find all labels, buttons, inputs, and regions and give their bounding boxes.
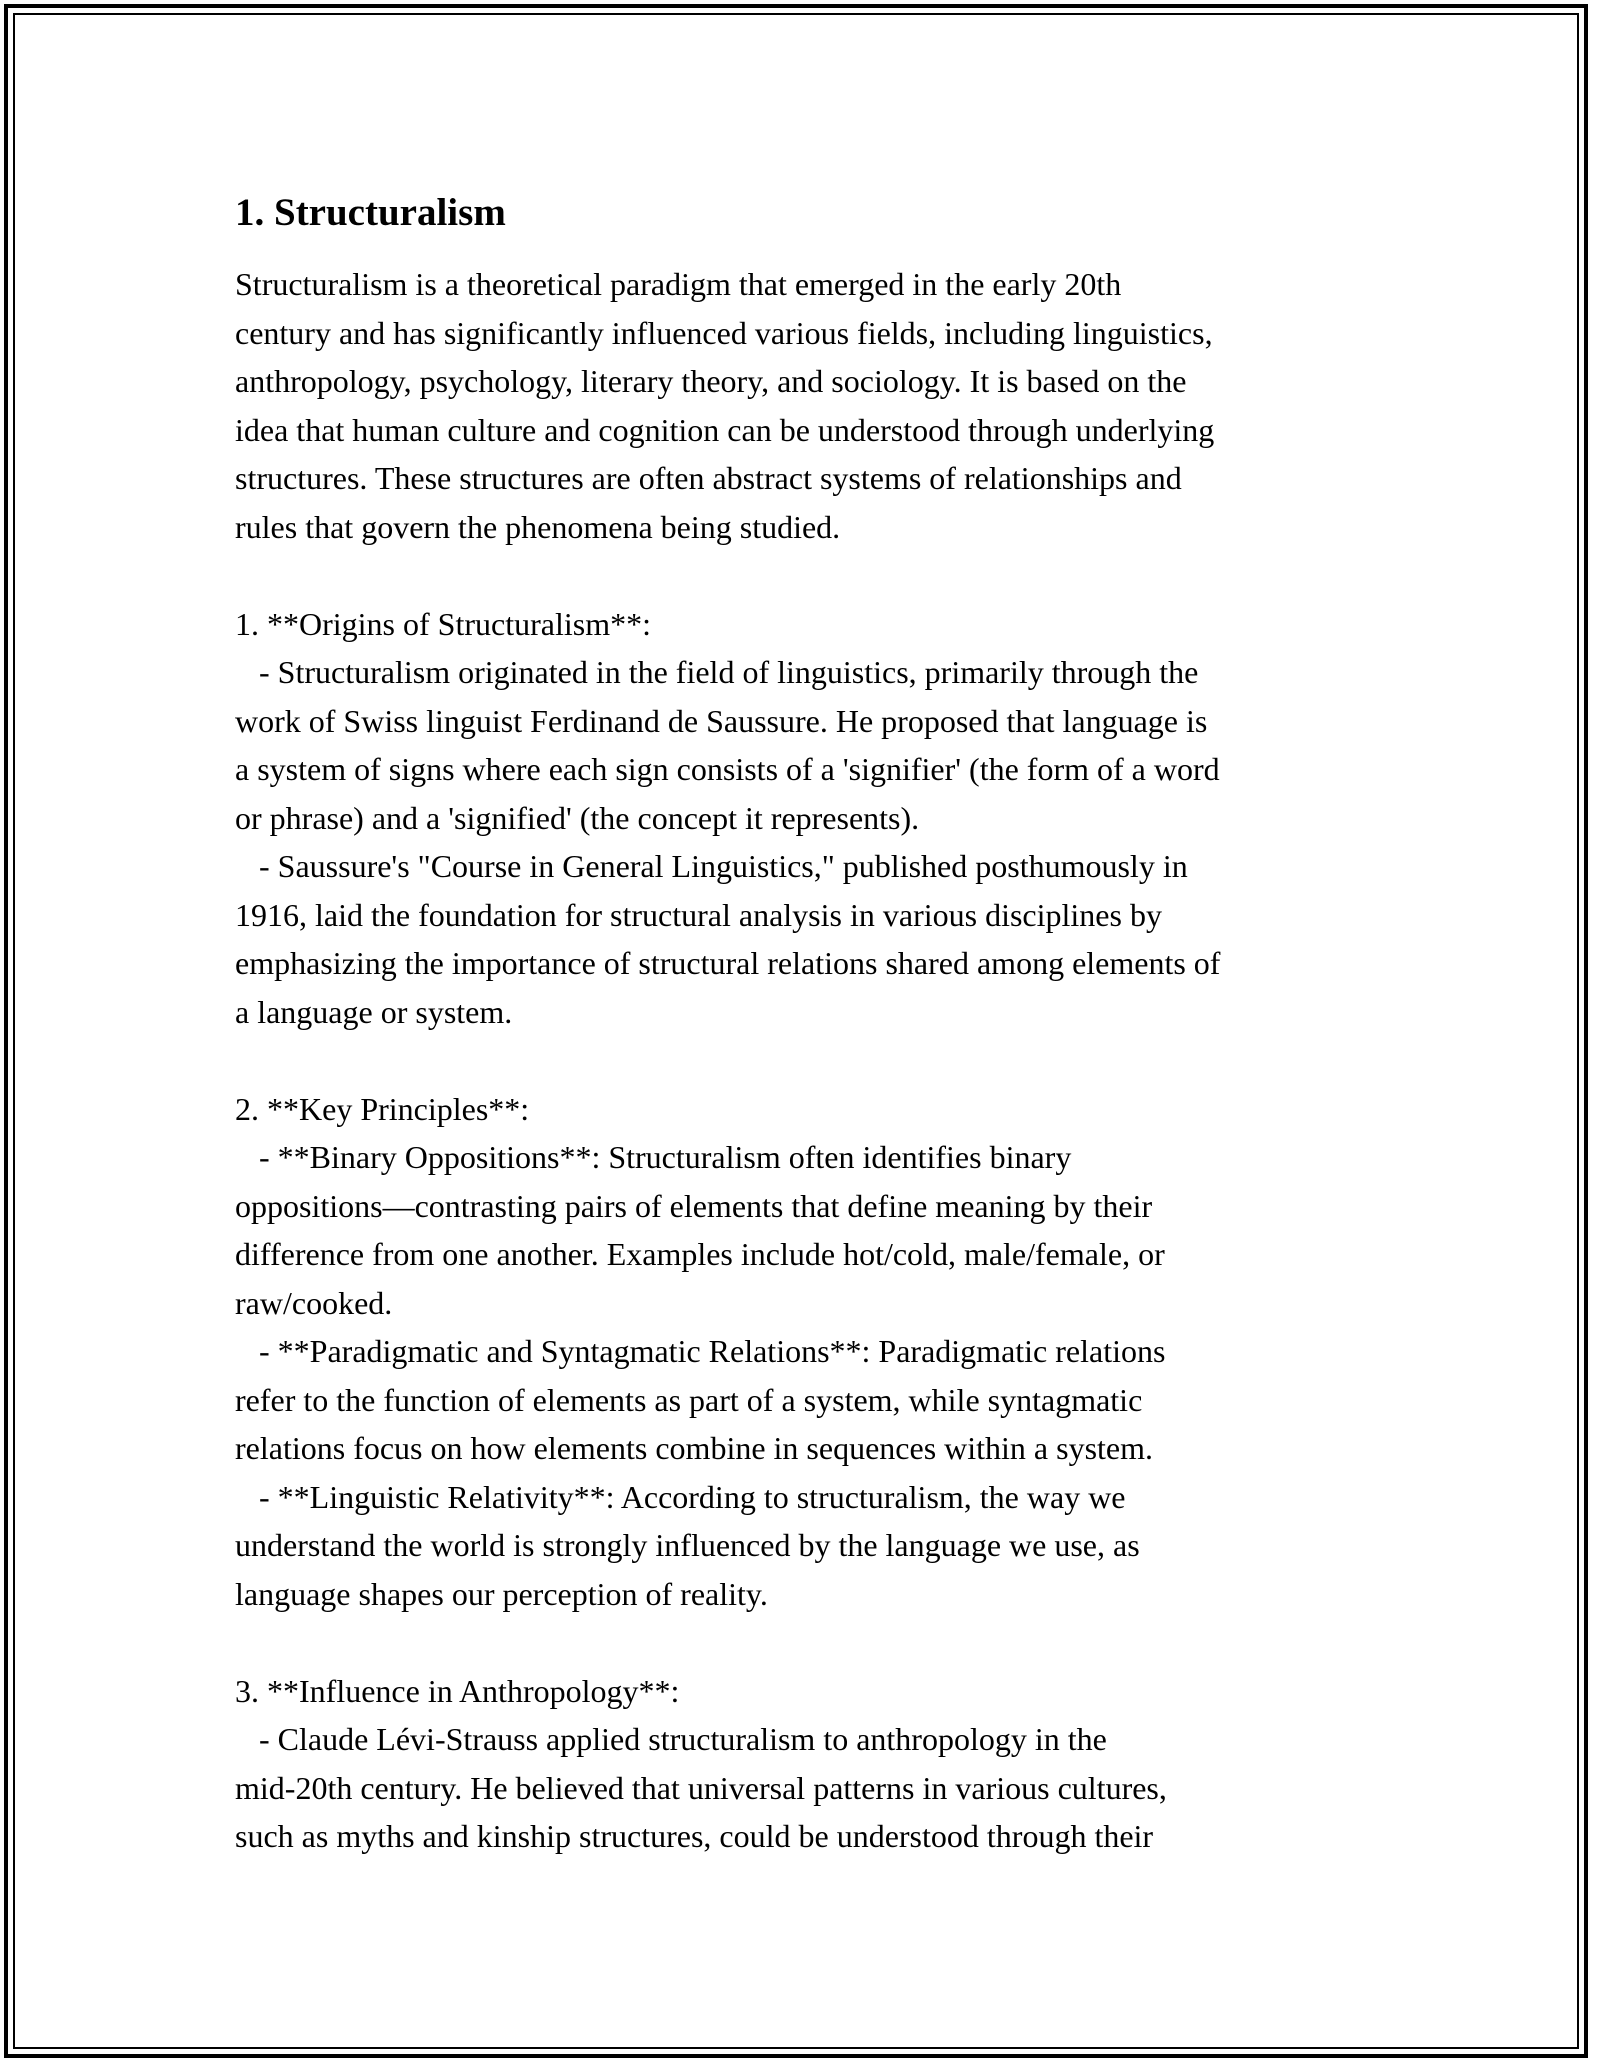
text-line: 1916, laid the foundation for structural analysis in various disciplines by [235,896,1162,933]
text-line: - Structuralism originated in the field of linguistics, primarily through the [235,654,1199,690]
text-line: 2. **Key Principles**: [235,1090,530,1127]
text-line: 1. **Origins of Structuralism**: [235,605,651,642]
section-heading: 1. Structuralism [235,191,506,234]
text-line: emphasizing the importance of structural relations shared among elements of [235,945,1221,981]
text-line: Structuralism is a theoretical paradigm that emerged in the early 20th [235,266,1122,302]
text-line: mid-20th century. He believed that universal patterns in various cultures, [235,1769,1167,1806]
text-line: - Claude Lévi-Strauss applied structuralism to anthropology in the [235,1721,1107,1757]
text-line: understand the world is strongly influenced by the language we use, as [235,1527,1140,1563]
text-line: raw/cooked. [235,1284,393,1321]
text-line [235,1618,1385,1667]
text-line: refer to the function of elements as part of a system, while syntagmatic [235,1381,1143,1418]
text-line: - Saussure's "Course in General Linguistics," published posthumously in [235,848,1188,884]
document-text [235,260,1385,1861]
text-line: idea that human culture and cognition can be understood through underlying [235,411,1215,448]
text-line: - **Binary Oppositions**: Structuralism often identifies binary [235,1139,1072,1175]
text-line: - **Linguistic Relativity**: According to structuralism, the way we [235,1478,1126,1515]
document-body [235,186,1385,1861]
text-line: difference from one another. Examples include hot/cold, male/female, or [235,1236,1165,1272]
text-line: a system of signs where each sign consists of a 'signifier' (the form of a word [235,751,1220,787]
text-line: oppositions—contrasting pairs of elements that define meaning by their [235,1187,1153,1224]
text-line: or phrase) and a 'signified' (the concept it represents). [235,799,920,836]
text-line: 3. **Influence in Anthropology**: [235,1672,680,1709]
text-line: language shapes our perception of reality. [235,1575,768,1612]
text-line [235,551,1385,600]
text-line: century and has significantly influenced various fields, including linguistics, [235,314,1213,351]
text-line: work of Swiss linguist Ferdinand de Saussure. He proposed that language is [235,702,1208,739]
text-line: relations focus on how elements combine in sequences within a system. [235,1430,1154,1466]
text-line: rules that govern the phenomena being studied. [235,508,841,545]
text-line: structures. These structures are often abstract systems of relationships and [235,460,1182,496]
text-line: - **Paradigmatic and Syntagmatic Relations**: Paradigmatic relations [235,1333,1166,1369]
text-line: a language or system. [235,993,513,1030]
text-line: anthropology, psychology, literary theory, and sociology. It is based on the [235,363,1187,399]
text-line [235,1036,1385,1085]
text-line: such as myths and kinship structures, could be understood through their [235,1818,1154,1854]
